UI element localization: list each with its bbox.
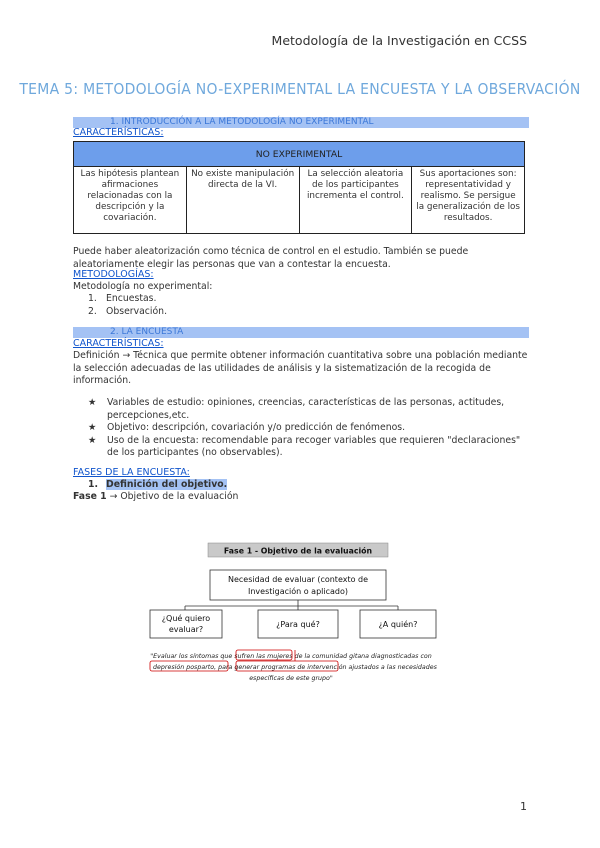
- section-heading-1: 1. INTRODUCCIÓN A LA METODOLOGÍA NO EXPERIMENTAL: [73, 117, 529, 128]
- list-item: 1. Definición del objetivo.: [88, 479, 228, 490]
- table-cell: Sus aportaciones son: representatividad y realismo. Se persigue la generalización de los resultados.: [412, 167, 525, 234]
- metodologias-intro: Metodología no experimental:: [73, 281, 213, 292]
- no-experimental-table: [73, 141, 525, 234]
- document-title: TEMA 5: METODOLOGÍA NO-EXPERIMENTAL LA ENCUESTA Y LA OBSERVACIÓN: [19, 80, 581, 98]
- list-item: ★ Objetivo: descripción, covariación y/o predicción de fenómenos.: [88, 422, 406, 433]
- table-cell: La selección aleatoria de los participantes incrementa el control.: [299, 167, 412, 234]
- question-what-1: ¿Qué quiero: [161, 614, 211, 623]
- definicion-paragraph: Definición → Técnica que permite obtener información cuantitativa sobre una población mediante la selección adecuadas de las utilidades de análisis y la sistematización de la recogida de información.: [73, 350, 528, 386]
- fase1-diagram: [145, 540, 437, 690]
- paragraph-aleatorizacion: Puede haber aleatorización como técnica de control en el estudio. También se puede aleatoriamente elegir las personas que van a contestar la encuesta.: [73, 246, 469, 270]
- fase1-line: Fase 1 → Objetivo de la evaluación: [73, 491, 239, 502]
- fases-list: [88, 479, 227, 492]
- page-number: 1: [520, 800, 527, 813]
- bullet-list: [88, 397, 528, 460]
- question-what-2: evaluar?: [168, 625, 204, 634]
- fases-label: FASES DE LA ENCUESTA:: [73, 467, 190, 478]
- star-icon: ★: [88, 397, 97, 408]
- list-item: ★ Variables de estudio: opiniones, creencias, características de las personas, actitudes, percepciones,etc.: [88, 397, 505, 421]
- question-why: ¿Para qué?: [276, 620, 320, 629]
- table-cell: No existe manipulación directa de la VI.: [186, 167, 299, 234]
- question-who: ¿A quién?: [378, 620, 418, 629]
- list-item: 2. Observación.: [88, 305, 168, 317]
- list-item: 1. Encuestas.: [88, 293, 157, 304]
- quote-line-1: "Evaluar los síntomas que sufren las mujeres de la comunidad gitana diagnosticadas con: [150, 653, 432, 660]
- star-icon: ★: [88, 422, 97, 433]
- characteristics-label-1: CARACTERÍSTICAS:: [73, 127, 164, 138]
- star-icon: ★: [88, 434, 97, 446]
- root-text-2: Investigación o aplicado): [248, 587, 348, 596]
- metodologias-label: METODOLOGÍAS:: [73, 269, 154, 280]
- metodologias-list: [88, 293, 167, 318]
- quote-line-3: específicas de este grupo": [249, 675, 333, 682]
- section-heading-2: 2. LA ENCUESTA: [73, 327, 529, 338]
- table-cell: Las hipótesis plantean afirmaciones relacionadas con la descripción y la covariación.: [74, 167, 187, 234]
- page-header: Metodología de la Investigación en CCSS: [271, 33, 527, 48]
- root-text-1: Necesidad de evaluar (contexto de: [227, 575, 369, 584]
- table-header: NO EXPERIMENTAL: [74, 142, 525, 167]
- diagram-title: Fase 1 - Objetivo de la evaluación: [223, 546, 373, 556]
- quote-line-2: depresión posparto, para generar programas de intervención ajustados a las necesidades: [153, 664, 437, 671]
- characteristics-label-2: CARACTERÍSTICAS:: [73, 338, 164, 349]
- list-item: ★ Uso de la encuesta: recomendable para recoger variables que requieren "declaraciones" de los participantes (no observables).: [88, 434, 521, 458]
